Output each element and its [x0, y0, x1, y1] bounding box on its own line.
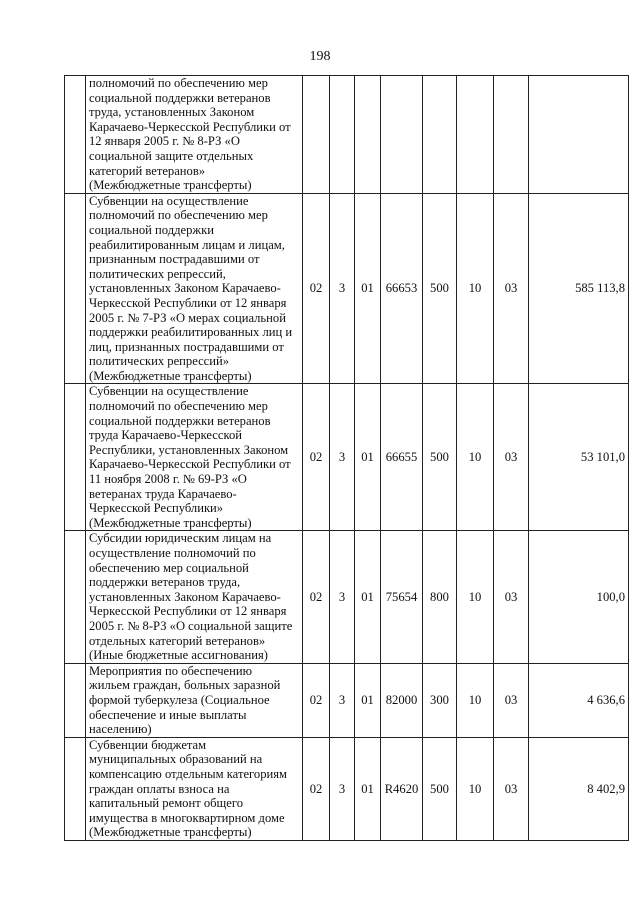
prz-code-cell — [355, 76, 381, 194]
expense-name-line: полномочий по обеспечению мер — [89, 76, 268, 90]
expense-name-line: (Межбюджетные трансферты) — [89, 825, 252, 840]
expense-name-line: полномочий по обеспечению мер — [89, 399, 268, 414]
expense-name-line: политических репрессий» — [89, 354, 230, 369]
expense-name-line: категорий ветеранов» — [89, 163, 206, 178]
expense-name-line: осуществление полномочий по — [89, 546, 256, 560]
table-row — [65, 384, 629, 531]
expense-name-line: обеспечение и иные выплаты — [89, 707, 247, 722]
rz-code-cell: 3 — [330, 531, 355, 663]
expense-name-line: Черкесской Республики от 12 января — [89, 295, 287, 310]
expense-name-line: капитальный ремонт общего — [89, 796, 243, 811]
section-cell: 10 — [457, 193, 494, 384]
expense-name-line: установленных Законом Карачаево- — [89, 281, 281, 296]
expense-name-line: труда Карачаево-Черкесской — [89, 428, 242, 443]
table-row — [65, 531, 629, 663]
amount-cell: 100,0 — [529, 531, 629, 663]
expense-name-cell — [86, 531, 303, 663]
expense-name-line: труда, установленных Законом — [89, 105, 255, 120]
expense-name-line: (Иные бюджетные ассигнования) — [89, 648, 268, 663]
row-number-cell — [65, 193, 86, 384]
gp-code-cell: 02 — [303, 737, 330, 840]
row-number-cell — [65, 737, 86, 840]
amount-cell: 8 402,9 — [529, 737, 629, 840]
expense-name-line: обеспечению мер социальной — [89, 560, 249, 575]
expense-name-line: социальной защите отдельных — [89, 148, 254, 163]
section-cell: 10 — [457, 384, 494, 531]
prz-code-cell: 01 — [355, 384, 381, 531]
expense-type-cell: 500 — [423, 384, 457, 531]
target-article-cell — [381, 76, 423, 194]
expense-name-line: социальной поддержки — [89, 222, 214, 237]
expense-name-line: Черкесской Республики» — [89, 501, 224, 516]
amount-cell — [529, 76, 629, 194]
gp-code-cell: 02 — [303, 663, 330, 737]
expense-name-line: 2005 г. № 8-РЗ «О социальной защите — [89, 618, 293, 633]
subsection-cell: 03 — [494, 663, 529, 737]
prz-code-cell: 01 — [355, 531, 381, 663]
rz-code-cell: 3 — [330, 737, 355, 840]
expense-name-line: Карачаево-Черкесской Республики от — [89, 457, 291, 472]
expense-name-line: отдельных категорий ветеранов» — [89, 633, 266, 648]
expense-name-line: реабилитированным лицам и лицам, — [89, 237, 285, 252]
prz-code-cell: 01 — [355, 737, 381, 840]
gp-code-cell: 02 — [303, 193, 330, 384]
rz-code-cell: 3 — [330, 663, 355, 737]
expense-name-line: политических репрессий, — [89, 266, 226, 281]
expense-name-line: (Межбюджетные трансферты) — [89, 368, 252, 383]
expense-type-cell: 500 — [423, 193, 457, 384]
target-article-cell: 75654 — [381, 531, 423, 663]
page-number: 198 — [309, 49, 331, 64]
expense-name-line: населению) — [89, 722, 152, 737]
expense-name-cell — [86, 663, 303, 737]
rz-code-cell — [330, 76, 355, 194]
expense-name-cell — [86, 384, 303, 531]
target-article-cell: 66655 — [381, 384, 423, 531]
prz-code-cell: 01 — [355, 193, 381, 384]
expense-name-cell — [86, 193, 303, 384]
expense-name-line: Субсидии юридическим лицам на — [89, 531, 272, 546]
row-number-cell — [65, 384, 86, 531]
expense-name-line: Субвенции на осуществление — [89, 193, 249, 208]
row-number-cell — [65, 531, 86, 663]
subsection-cell: 03 — [494, 737, 529, 840]
rz-code-cell: 3 — [330, 193, 355, 384]
subsection-cell: 03 — [494, 531, 529, 663]
expense-name-line: социальной поддержки ветеранов — [89, 90, 271, 105]
expense-type-cell: 500 — [423, 737, 457, 840]
expense-name-line: (Межбюджетные трансферты) — [89, 178, 252, 193]
row-number-cell — [65, 663, 86, 737]
expense-name-line: установленных Законом Карачаево- — [89, 589, 281, 604]
section-cell: 10 — [457, 737, 494, 840]
expense-name-cell — [86, 76, 303, 194]
expense-name-line: муниципальных образований на — [89, 752, 263, 767]
expense-name-line: формой туберкулеза (Социальное — [89, 692, 270, 707]
gp-code-cell — [303, 76, 330, 194]
expense-name-line: 2005 г. № 7-РЗ «О мерах социальной — [89, 310, 286, 325]
gp-code-cell: 02 — [303, 531, 330, 663]
table-row — [65, 193, 629, 384]
expense-name-line: граждан оплаты взноса на — [89, 781, 230, 796]
expense-name-line: Республики, установленных Законом — [89, 442, 289, 457]
expense-name-line: лиц, признанных пострадавшими от — [89, 339, 284, 354]
amount-cell: 53 101,0 — [529, 384, 629, 531]
table-row — [65, 737, 629, 840]
expense-name-line: Черкесской Республики от 12 января — [89, 604, 287, 619]
expense-name-line: Субвенции бюджетам — [89, 737, 207, 752]
target-article-cell: 82000 — [381, 663, 423, 737]
expense-name-line: компенсацию отдельным категориям — [89, 766, 287, 781]
expense-type-cell: 300 — [423, 663, 457, 737]
subsection-cell — [494, 76, 529, 194]
expense-name-line: 11 ноября 2008 г. № 69-РЗ «О — [89, 472, 247, 487]
expense-name-line: поддержки реабилитированных лиц и — [89, 325, 293, 340]
target-article-cell: R4620 — [381, 737, 423, 840]
subsection-cell: 03 — [494, 384, 529, 531]
prz-code-cell: 01 — [355, 663, 381, 737]
expense-name-line: ветеранах труда Карачаево- — [89, 486, 237, 501]
expense-name-line: (Межбюджетные трансферты) — [89, 515, 252, 530]
expense-name-line: социальной поддержки ветеранов — [89, 413, 271, 428]
expense-name-line: поддержки ветеранов труда, — [89, 575, 241, 590]
subsection-cell: 03 — [494, 193, 529, 384]
expense-name-line: жильем граждан, больных заразной — [89, 678, 281, 693]
target-article-cell: 66653 — [381, 193, 423, 384]
table-row — [65, 663, 629, 737]
expense-name-cell — [86, 737, 303, 840]
expense-type-cell: 800 — [423, 531, 457, 663]
budget-table — [64, 75, 629, 841]
expense-name-line: полномочий по обеспечению мер — [89, 208, 268, 223]
expense-name-line: Мероприятия по обеспечению — [89, 663, 253, 678]
amount-cell: 4 636,6 — [529, 663, 629, 737]
expense-name-line: признанным пострадавшими от — [89, 252, 260, 267]
expense-name-line: Карачаево-Черкесской Республики от — [89, 119, 291, 134]
gp-code-cell: 02 — [303, 384, 330, 531]
row-number-cell — [65, 76, 86, 194]
table-row — [65, 76, 629, 194]
expense-name-line: 12 января 2005 г. № 8-РЗ «О — [89, 134, 240, 149]
section-cell: 10 — [457, 663, 494, 737]
section-cell: 10 — [457, 531, 494, 663]
rz-code-cell: 3 — [330, 384, 355, 531]
expense-name-line: имущества в многоквартирном доме — [89, 810, 285, 825]
section-cell — [457, 76, 494, 194]
expense-name-line: Субвенции на осуществление — [89, 384, 249, 399]
expense-type-cell — [423, 76, 457, 194]
amount-cell: 585 113,8 — [529, 193, 629, 384]
